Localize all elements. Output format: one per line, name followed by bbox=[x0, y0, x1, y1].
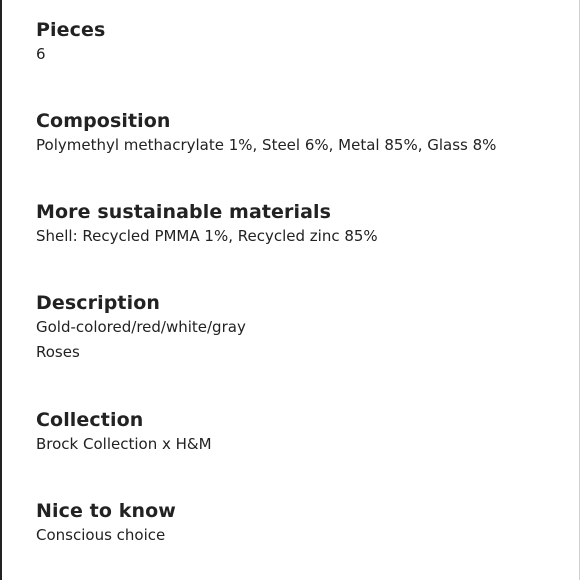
section-value: Gold-colored/red/white/gray bbox=[36, 318, 246, 336]
details-section-pieces bbox=[36, 18, 105, 67]
section-heading: Collection bbox=[36, 409, 144, 431]
section-value: Shell: Recycled PMMA 1%, Recycled zinc 85% bbox=[36, 227, 378, 245]
details-section-nice-to-know bbox=[36, 499, 176, 548]
section-value: Roses bbox=[36, 343, 80, 361]
details-section-description bbox=[36, 291, 246, 365]
section-heading: Nice to know bbox=[36, 500, 176, 522]
section-heading: Composition bbox=[36, 110, 171, 132]
details-section-sustainable-materials bbox=[36, 200, 378, 249]
section-value: 6 bbox=[36, 45, 46, 63]
details-section-composition bbox=[36, 109, 496, 158]
section-heading: Pieces bbox=[36, 19, 106, 41]
section-heading: Description bbox=[36, 292, 160, 314]
details-section-collection bbox=[36, 408, 212, 457]
section-value: Conscious choice bbox=[36, 526, 166, 544]
section-value: Brock Collection x H&M bbox=[36, 435, 212, 453]
section-heading: More sustainable materials bbox=[36, 201, 332, 223]
section-value: Polymethyl methacrylate 1%, Steel 6%, Metal 85%, Glass 8% bbox=[36, 136, 497, 154]
